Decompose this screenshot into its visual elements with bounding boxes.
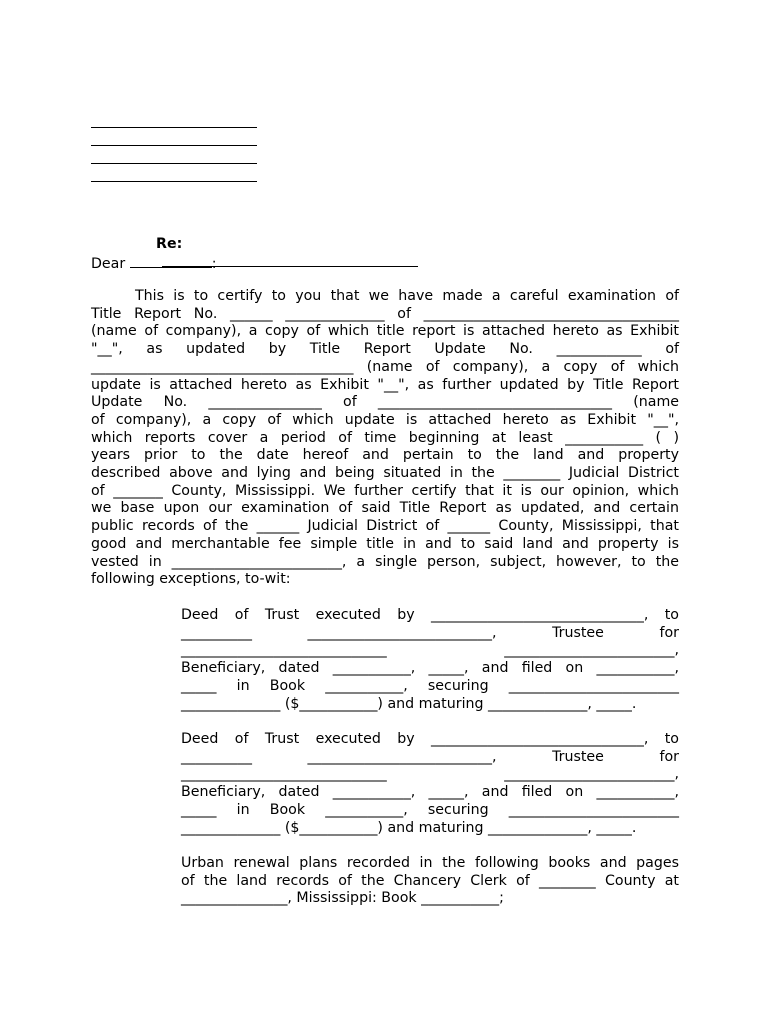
salutation: Dear :	[91, 256, 217, 272]
deed1-line: ______________ ($___________) and maturing ______________, _____.	[181, 695, 637, 712]
body-line: Update No. ________________ of _________________________________ (name	[91, 394, 679, 411]
address-line-2[interactable]	[91, 145, 257, 146]
deed2-line: __________ __________________________, Trustee for	[181, 748, 679, 765]
body-line: _____________________________________ (name of company), a copy of which	[91, 358, 679, 375]
deed2-line: Deed of Trust executed by ______________________________, to	[181, 731, 679, 747]
deed2-line: _____________________________ ________________________,	[181, 766, 679, 783]
body-line: (name of company), a copy of which title report is attached hereto as Exhibit	[91, 323, 679, 340]
deed1-line: Deed of Trust executed by ______________________________, to	[181, 607, 679, 623]
salutation-blank[interactable]	[130, 254, 212, 268]
deed2-line: Beneficiary, dated ___________, _____, and filed on ___________,	[181, 784, 679, 801]
address-line-1[interactable]	[91, 127, 257, 128]
body-line: vested in ________________________, a single person, subject, however, to the	[91, 553, 679, 570]
address-line-3[interactable]	[91, 163, 257, 164]
body-line: of company), a copy of which update is attached hereto as Exhibit "__",	[91, 411, 679, 428]
body-line: public records of the ______ Judicial District of ______ County, Mississippi, that	[91, 518, 679, 535]
body-line: which reports cover a period of time beginning at least ___________ ( )	[91, 429, 679, 446]
body-line: "__", as updated by Title Report Update No. ____________ of	[91, 341, 679, 358]
urban-line: _______________, Mississippi: Book ___________;	[181, 890, 504, 907]
re-label: Re:	[156, 235, 183, 252]
body-line: This is to certify to you that we have made a careful examination of	[135, 288, 679, 304]
body-line: we base upon our examination of said Title Report as updated, and certain	[91, 500, 679, 517]
deed2-line: ______________ ($___________) and maturing ______________, _____.	[181, 819, 637, 836]
deed1-line: _____ in Book ___________, securing ________________________	[181, 677, 679, 694]
salutation-text: Dear	[91, 256, 126, 272]
deed2-line: _____ in Book ___________, securing ________________________	[181, 801, 679, 818]
body-line: described above and lying and being situated in the ________ Judicial District	[91, 465, 679, 481]
body-line: years prior to the date hereof and pertain to the land and property	[91, 447, 679, 464]
deed1-line: _____________________________ ________________________,	[181, 642, 679, 659]
deed1-line: Beneficiary, dated ___________, _____, and filed on ___________,	[181, 660, 679, 677]
body-line: following exceptions, to-wit:	[91, 571, 291, 588]
body-line: update is attached hereto as Exhibit "__", as further updated by Title Report	[91, 376, 679, 393]
deed1-line: __________ __________________________, Trustee for	[181, 624, 679, 641]
body-line: of _______ County, Mississippi. We further certify that it is our opinion, which	[91, 482, 679, 499]
address-line-4[interactable]	[91, 181, 257, 182]
body-line: Title Report No. ______ ______________ of ____________________________________	[91, 305, 679, 322]
urban-line: of the land records of the Chancery Clerk of ________ County at	[181, 872, 679, 889]
body-line: good and merchantable fee simple title in and to said land and property is	[91, 535, 679, 552]
urban-line: Urban renewal plans recorded in the following books and pages	[181, 855, 679, 871]
